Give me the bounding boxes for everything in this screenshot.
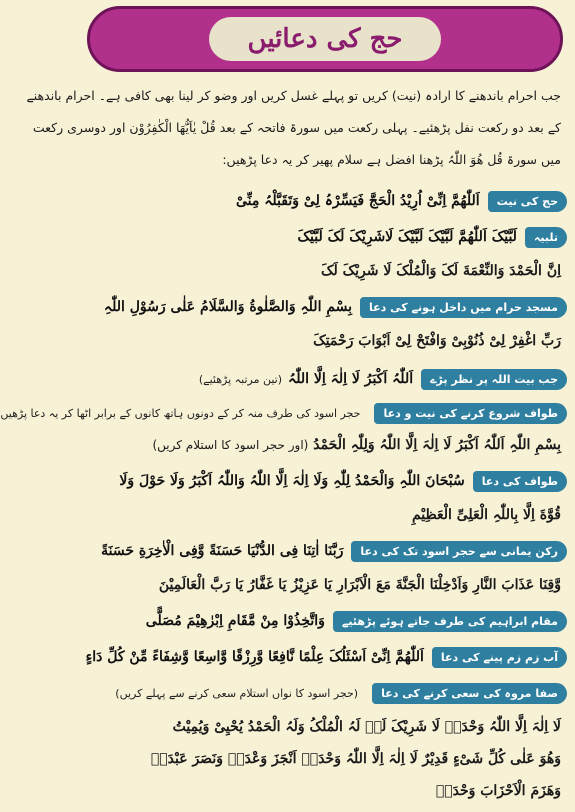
label-tawaf-start: طواف شروع کرنے کی نیت و دعا bbox=[374, 403, 567, 424]
dua-text: بِسْمِ اللّٰہِ وَالصَّلٰوةُ وَالسَّلَامُ عَلٰی رَسُوْلِ اللّٰہِ bbox=[103, 299, 353, 315]
row-tawaf-start bbox=[0, 398, 567, 428]
intro-line-3: میں سورۃ قُل ھُوَ اللّٰہُ پڑھنا افضل ہے سلام پھیر کر یہ دعا پڑھیں: bbox=[222, 152, 561, 167]
title-banner bbox=[87, 6, 563, 72]
label-maqam-ibrahim: مقام ابراہیم کی طرف جاتے ہوئے پڑھئیے bbox=[333, 611, 567, 632]
dua-continuation bbox=[89, 430, 561, 460]
dua-text: اَللّٰہُ اَکْبَرُ لَا اِلٰہَ اِلَّا اللّٰہُ bbox=[288, 371, 414, 387]
intro-line-2: کے بعد دو رکعت نفل پڑھئیے۔ پہلی رکعت میں سورۃ فاتحہ کے بعد قُلْ یٰاَیُّھَا الْکٰفِرُوْن اور دوسری رکعت bbox=[32, 120, 561, 135]
dua-text: لَبَّیْکَ اَللّٰھُمَّ لَبَّیْکَ لَبَّیْکَ لَاشَرِیْکَ لَکَ لَبَّیْکَ bbox=[297, 229, 517, 245]
dua-continuation: وَّقِنَا عَذَابَ النَّارِ وَاَدْخِلْنَا الْجَنَّةَ مَعَ الْاَبْرَارِ یَا عَزِیْزُ یَا غَفَّارُ یَا رَبَّ الْعَالَمِیْنَ bbox=[158, 577, 561, 593]
dua-note: (تین مرتبہ پڑھئیے) bbox=[198, 372, 283, 386]
dua-text: رَبَّنَا اٰتِنَا فِی الدُّنْیَا حَسَنَةً وَّفِی الْاٰخِرَةِ حَسَنَةً bbox=[101, 543, 344, 559]
label-masjid-entry: مسجد حرام میں داخل ہونے کی دعا bbox=[360, 297, 567, 318]
dua-continuation: قُوَّةَ اِلَّا بِاللّٰہِ الْعَلِیِّ الْعَظِیْمِ bbox=[411, 507, 561, 523]
dua-continuation: اِنَّ الْحَمْدَ وَالنِّعْمَةَ لَکَ وَالْمُلْکَ لَا شَرِیْکَ لَکَ bbox=[320, 263, 561, 279]
row-safa-marwa bbox=[83, 678, 567, 708]
dua-text: سُبْحَانَ اللّٰہِ وَالْحَمْدُ لِلّٰہِ وَلَا اِلٰہَ اِلَّا اللّٰہُ وَاللّٰہُ اَکْبَرُ وَلَا حَوْلَ وَلَا bbox=[119, 473, 465, 489]
dua-continuation: رَبِّ اغْفِرْ لِیْ ذُنُوْبِیْ وَافْتَحْ لِیْ اَبْوَابَ رَحْمَتِکَ bbox=[313, 333, 561, 349]
label-kaaba-sight: جب بیت اللہ پر نظر پڑے bbox=[421, 369, 567, 390]
row-talbiyah bbox=[83, 222, 567, 252]
row-zamzam bbox=[83, 642, 567, 672]
row-kaaba-sight bbox=[83, 364, 567, 394]
label-hajj-niyyah: حج کی نیت bbox=[488, 191, 567, 212]
label-zamzam: آب زم زم پینے کی دعا bbox=[432, 647, 567, 668]
dua-note: حجر اسود کی طرف منہ کر کے دونوں ہاتھ کانوں کے برابر اٹھا کر یہ دعا پڑھیں bbox=[0, 406, 361, 420]
dua-text: اَللّٰھُمَّ اِنِّیْ اَسْئَلُکَ عِلْمًا نَّافِعًا وَّرِزْقًا وَّاسِعًا وَّشِفَاءً مِّنْ کُلِّ دَاءٍ bbox=[85, 649, 424, 665]
dua-text: بِسْمِ اللّٰہِ اَللّٰہُ اَکْبَرُ لَا اِلٰہَ اِلَّا اللّٰہُ وَلِلّٰہِ الْحَمْدُ bbox=[313, 437, 561, 453]
label-talbiyah: تلبیہ bbox=[525, 227, 567, 248]
dua-note: (حجر اسود کا نواں استلام سعی کرنے سے پہلے کریں) bbox=[115, 686, 359, 700]
intro-line-1: جب احرام باندھنے کا ارادہ (نیت) کریں تو پہلے غسل کریں اور وضو کر لینا بھی کافی ہے۔ احرام باندھنے bbox=[26, 88, 561, 103]
label-rukn-yamani: رکن یمانی سے حجر اسود تک کی دعا bbox=[351, 541, 567, 562]
row-masjid-entry bbox=[83, 292, 567, 322]
dua-text: اَللّٰھُمَّ اِنِّیْ اُرِیْدُ الْحَجَّ فَیَسِّرْہُ لِیْ وَتَقَبَّلْہُ مِنِّیْ bbox=[235, 193, 480, 209]
row-hajj-niyyah bbox=[83, 186, 567, 216]
row-rukn-yamani bbox=[83, 536, 567, 566]
row-maqam-ibrahim bbox=[83, 606, 567, 636]
label-tawaf-dua: طواف کی دعا bbox=[473, 471, 567, 492]
dua-continuation: وَھُوَ عَلٰی کُلِّ شَیْءٍ قَدِیْرٌ لَا اِلٰہَ اِلَّا اللّٰہُ وَحْدَہٗ اَنْجَزَ وَعْدَہٗ وَنَصَرَ عَبْدَہٗ bbox=[150, 751, 561, 767]
row-tawaf-dua bbox=[83, 466, 567, 496]
dua-note: (اور حجر اسود کا استلام کریں) bbox=[152, 438, 309, 452]
dua-continuation: وَھَزَمَ الْاَحْزَابَ وَحْدَہٗ bbox=[435, 783, 561, 799]
label-safa-marwa: صفا مروہ کی سعی کرنے کی دعا bbox=[372, 683, 567, 704]
page-title: حج کی دعائیں bbox=[209, 17, 441, 61]
dua-continuation: لَا اِلٰہَ اِلَّا اللّٰہُ وَحْدَہٗ لَا شَرِیْکَ لَہٗ لَہُ الْمُلْکُ وَلَہُ الْحَمْدُ یُحْیِیْ وَیُمِیْتُ bbox=[172, 719, 561, 735]
dua-text: وَاتَّخِذُوْا مِنْ مَّقَامِ اِبْرٰھِیْمَ مُصَلًّی bbox=[145, 613, 325, 629]
